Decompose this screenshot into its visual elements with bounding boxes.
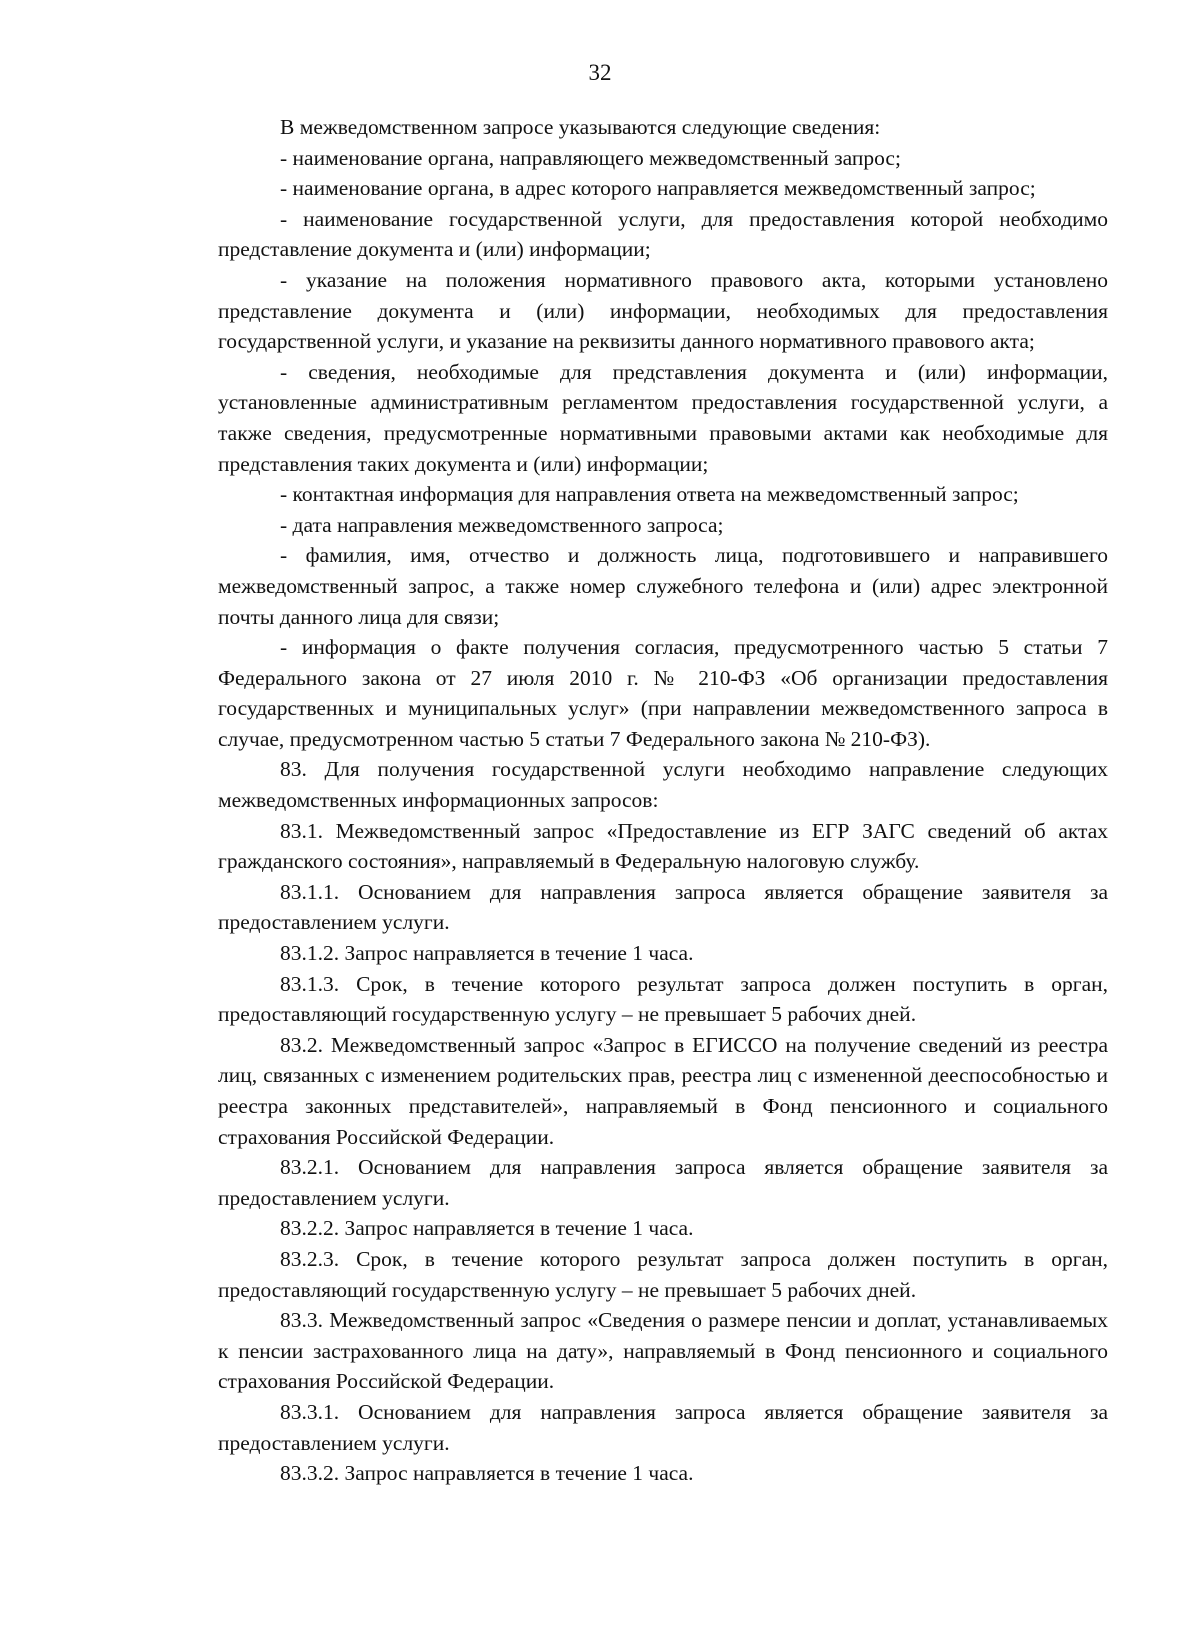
paragraph: - наименование органа, направляющего межведомственный запрос; [280,145,901,170]
paragraph: - дата направления межведомственного запроса; [280,512,724,537]
paragraph: 83.2.1. Основанием для направления запроса является обращение заявителя за предоставлением услуги. [218,1155,1108,1210]
paragraph: - контактная информация для направления ответа на межведомственный запрос; [280,482,1019,507]
paragraph: 83.1. Межведомственный запрос «Предоставление из ЕГР ЗАГС сведений об актах гражданского состояния», направляемый в Федеральную налоговую службу. [218,818,1108,874]
paragraph: - сведения, необходимые для представления документа и (или) информации, установленные административным регламентом предоставления государственной услуги, а также сведения, предусмотренные нормативными правовыми актами как необходимые для представления таких документа и (или) информации; [218,359,1108,476]
page-number: 32 [588,60,612,85]
paragraph: 83.3.1. Основанием для направления запроса является обращение заявителя за предоставлением услуги. [218,1399,1108,1455]
paragraph: - фамилия, имя, отчество и должность лица, подготовившего и направившего межведомственный запрос, а также номер служебного телефона и (или) адрес электронной почты данного лица для связи; [218,543,1108,629]
paragraph: - наименование государственной услуги, для предоставления которой необходимо представление документа и (или) информации; [218,206,1108,262]
paragraph: - наименование органа, в адрес которого направляется межведомственный запрос; [280,176,1036,201]
paragraph: 83.1.1. Основанием для направления запроса является обращение заявителя за предоставлением услуги. [218,879,1108,935]
paragraph: 83.3.2. Запрос направляется в течение 1 часа. [280,1461,694,1486]
paragraph: 83. Для получения государственной услуги необходимо направление следующих межведомственных информационных запросов: [218,757,1108,813]
paragraph: 83.1.3. Срок, в течение которого результат запроса должен поступить в орган, предоставляющий государственную услугу – не превышает 5 рабочих дней. [218,971,1108,1027]
document-body [218,112,1108,1489]
paragraph: 83.3. Межведомственный запрос «Сведения о размере пенсии и доплат, устанавливаемых к пенсии застрахованного лица на дату», направляемый в Фонд пенсионного и социального страхования Российской Федерации. [218,1308,1108,1394]
paragraph: 83.2.3. Срок, в течение которого результат запроса должен поступить в орган, предоставляющий государственную услугу – не превышает 5 рабочих дней. [218,1246,1108,1302]
paragraph: 83.1.2. Запрос направляется в течение 1 часа. [280,941,694,966]
paragraph: - информация о факте получения согласия, предусмотренного частью 5 статьи 7 Федерального закона от 27 июля 2010 г. № 210-ФЗ «Об организации предоставления государственных и муниципальных услуг» (при направлении межведомственного запроса в случае, предусмотренном частью 5 статьи 7 Федерального закона № 210-ФЗ). [218,635,1108,751]
paragraph: 83.2.2. Запрос направляется в течение 1 часа. [280,1216,694,1241]
paragraph: В межведомственном запросе указываются следующие сведения: [280,115,881,139]
paragraph: - указание на положения нормативного правового акта, которыми установлено представление документа и (или) информации, необходимых для предоставления государственной услуги, и указание на реквизиты данного нормативного правового акта; [218,267,1108,354]
paragraph: 83.2. Межведомственный запрос «Запрос в ЕГИССО на получение сведений из реестра лиц, связанных с изменением родительских прав, реестра лиц с измененной дееспособностью и реестра законных представителей», направляемый в Фонд пенсионного и социального страхования Российской Федерации. [218,1032,1108,1149]
